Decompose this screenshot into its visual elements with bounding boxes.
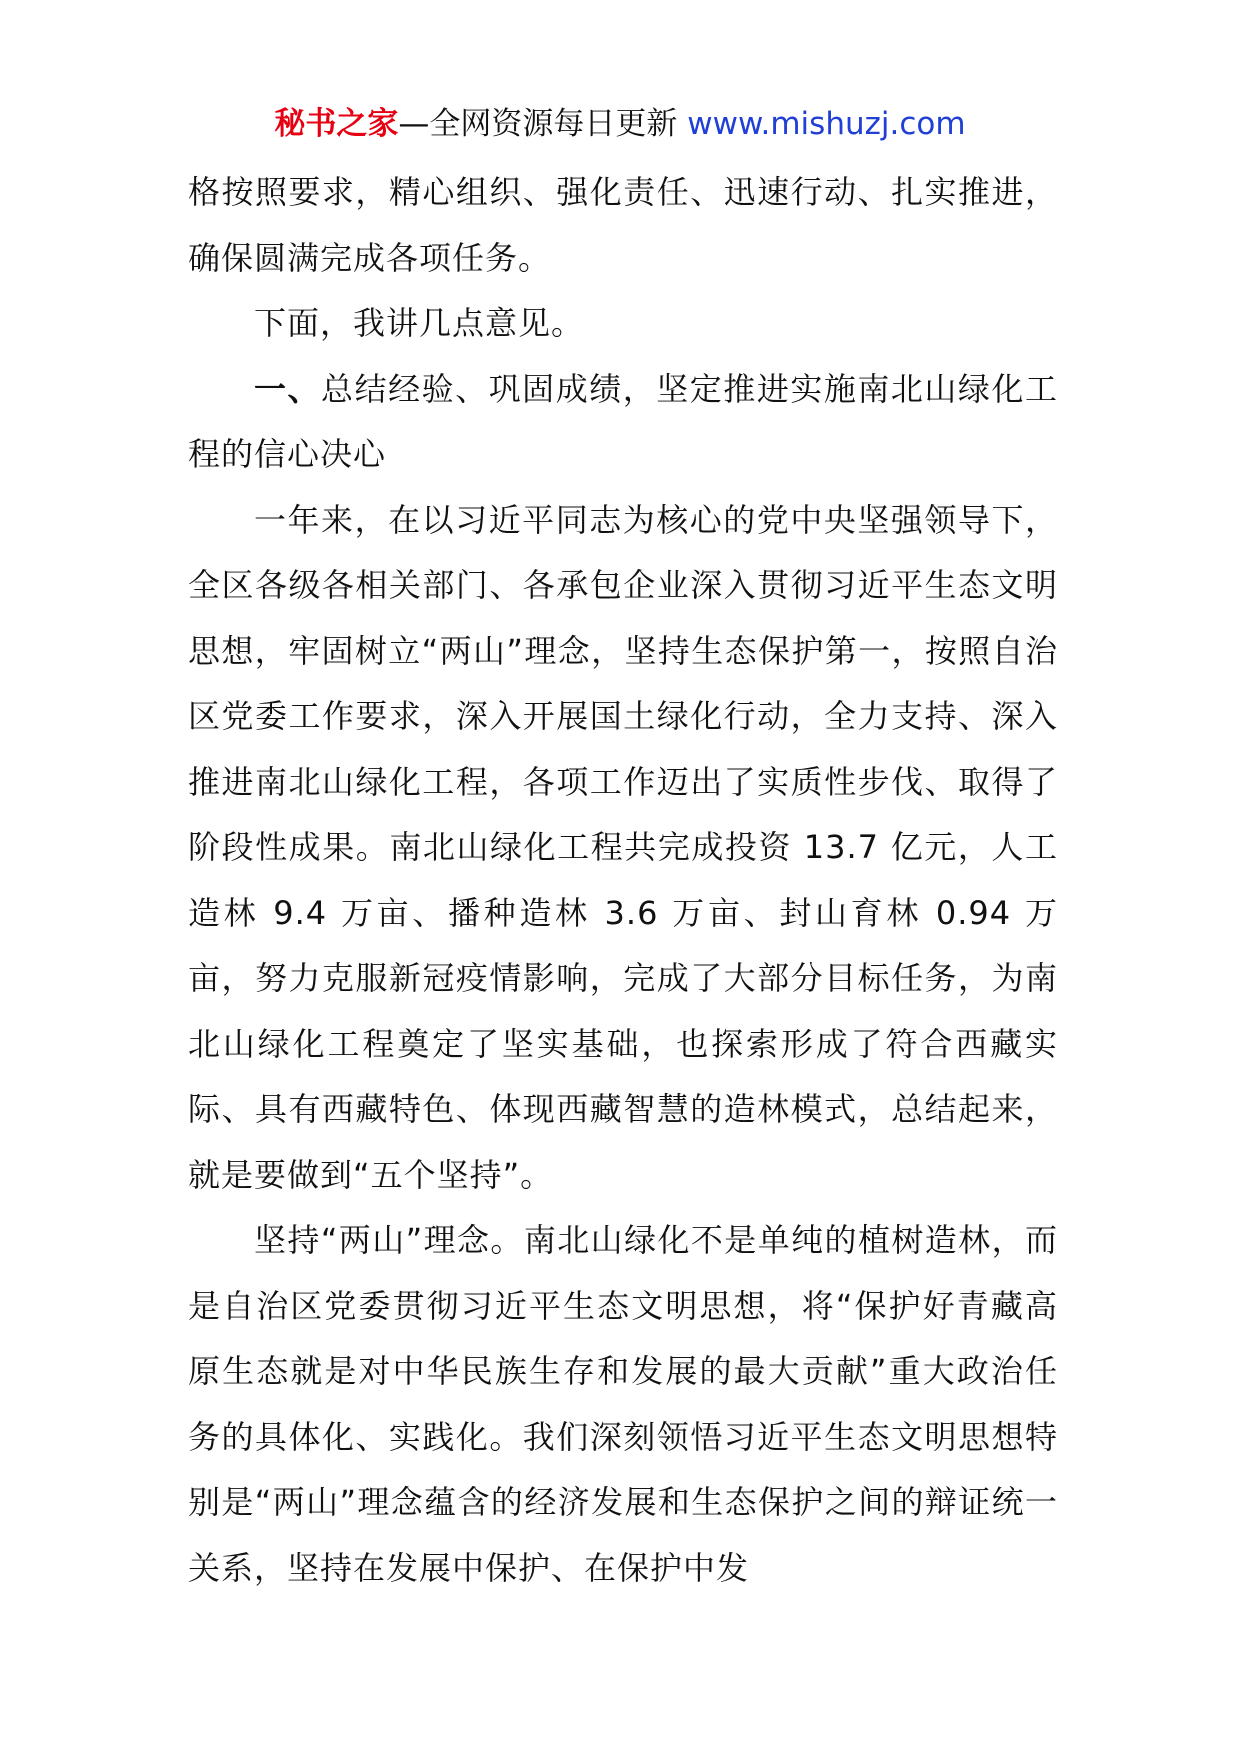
paragraph-summary: 一年来，在以习近平同志为核心的党中央坚强领导下，全区各级各相关部门、各承包企业深入贯彻习近平生态文明思想，牢固树立“两山”理念，坚持生态保护第一，按照自治区党委工作要求，深入开展国土绿化行动，全力支持、深入推进南北山绿化工程，各项工作迈出了实质性步伐、取得了阶段性成果。南北山绿化工程共完成投资 13.7 亿元，人工造林 9.4 万亩、播种造林 3.6 万亩、封山育林 0.94 万亩，努力克服新冠疫情影响，完成了大部分目标任务，为南北山绿化工程奠定了坚实基础，也探索形成了符合西藏实际、具有西藏特色、体现西藏智慧的造林模式，总结起来，就是要做到“五个坚持”。	[188, 500, 1058, 1194]
site-url[interactable]: www.mishuzj.com	[687, 106, 966, 142]
page-header	[0, 100, 1240, 148]
paragraph-continuation: 格按照要求，精心组织、强化责任、迅速行动、扎实推进，确保圆满完成各项任务。	[188, 173, 1058, 277]
document-body	[188, 160, 1058, 1601]
brand-name: 秘书之家	[274, 106, 399, 142]
section-heading-text: 总结经验、巩固成绩，坚定推进实施南北山绿化工程的信心决心	[188, 369, 1058, 473]
header-tagline: —全网资源每日更新	[398, 106, 678, 142]
paragraph-principle: 坚持“两山”理念。南北山绿化不是单纯的植树造林，而是自治区党委贯彻习近平生态文明思想，将“保护好青藏高原生态就是对中华民族生存和发展的最大贡献”重大政治任务的具体化、实践化。我们深刻领悟习近平生态文明思想特别是“两山”理念蕴含的经济发展和生态保护之间的辩证统一关系，坚持在发展中保护、在保护中发	[188, 1221, 1058, 1587]
section-heading	[188, 357, 1058, 488]
section-heading-number: 一、	[254, 369, 322, 408]
paragraph-intro: 下面，我讲几点意见。	[254, 304, 585, 342]
